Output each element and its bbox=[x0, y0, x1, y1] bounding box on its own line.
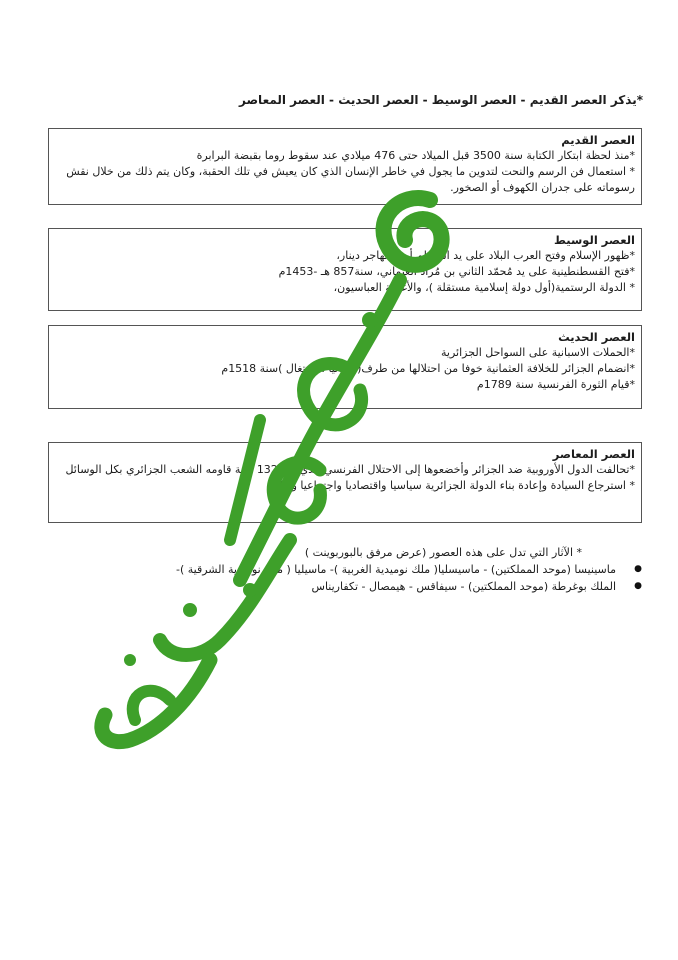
monuments-item: ● الملك بوغرطة (موحد المملكتين) - سيفاقس - هيمصال - تكفاريناس bbox=[42, 578, 642, 595]
era-modern-line-1: *الحملات الاسبانية على السواحل الجزائرية bbox=[441, 346, 635, 359]
era-medieval-line-1: *ظهور الإسلام وفتح العرب البلاد على يد المسلم أبو المهاجر دينار، bbox=[336, 249, 635, 262]
era-box-contemporary bbox=[48, 442, 642, 523]
era-medieval-line-3: * الدولة الرستمية(أول دولة إسلامية مستقلة )، والأغالبة العباسيون، bbox=[333, 281, 635, 294]
monuments-section bbox=[42, 544, 642, 595]
monuments-item: ● ماسينيسا (موحد المملكتين) - ماسيسليا( ملك نوميدية الغربية )- ماسيليا ( ملك نوميدية الشرقية )- bbox=[42, 561, 642, 578]
intro-line: *يذكر العصر القديم - العصر الوسيط - العصر الحديث - العصر المعاصر bbox=[239, 93, 643, 107]
era-contemporary-line-2: * استرجاع السيادة وإعادة بناء الدولة الجزائرية سياسيا واقتصاديا واجتماعيا وثقافيا bbox=[267, 479, 635, 492]
era-title-medieval: العصر الوسيط bbox=[553, 233, 635, 247]
era-title-modern: العصر الحديث bbox=[558, 330, 635, 344]
era-modern-line-2: *انضمام الجزائر للخلافة العثمانية خوفا من احتلالها من طرف(اسبانيا .البرتغال )سنة 1518م bbox=[221, 362, 635, 375]
era-medieval-line-2: *فتح القسطنطينية على يد مُحمّد الثاني بن مُراد العثماني، سنة857 هـ -1453م bbox=[278, 265, 635, 278]
era-ancient-line-2: * استعمال فن الرسم والنحت لتدوين ما يجول في خاطر الإنسان الذي كان يعيش في تلك الحقبة، وكان يتم ذلك من خلال نقش رسوماته على جدران الكهوف أو الصخور. bbox=[66, 165, 635, 194]
monuments-list bbox=[42, 561, 642, 595]
era-box-modern bbox=[48, 325, 642, 409]
era-contemporary-line-1: *تحالفت الدول الأوروبية ضد الجزائر وأخضعوها إلى الاحتلال الفرنسي الذي دام 132 سنة قاومه الشعب الجزائري بكل الوسائل bbox=[65, 463, 635, 476]
era-box-medieval bbox=[48, 228, 642, 311]
era-title-contemporary: العصر المعاصر bbox=[552, 447, 635, 461]
monuments-title: * الآثار التي تدل على هذه العصور (عرض مرفق بالبوربوينت ) bbox=[304, 546, 582, 559]
era-box-ancient bbox=[48, 128, 642, 205]
era-title-ancient: العصر القديم bbox=[561, 133, 635, 147]
era-modern-line-3: *قيام الثورة الفرنسية سنة 1789م bbox=[476, 378, 635, 391]
era-ancient-line-1: *منذ لحظة ابتكار الكتابة سنة 3500 قبل الميلاد حتى 476 ميلادي عند سقوط روما بقبضة البرابرة bbox=[196, 149, 635, 162]
